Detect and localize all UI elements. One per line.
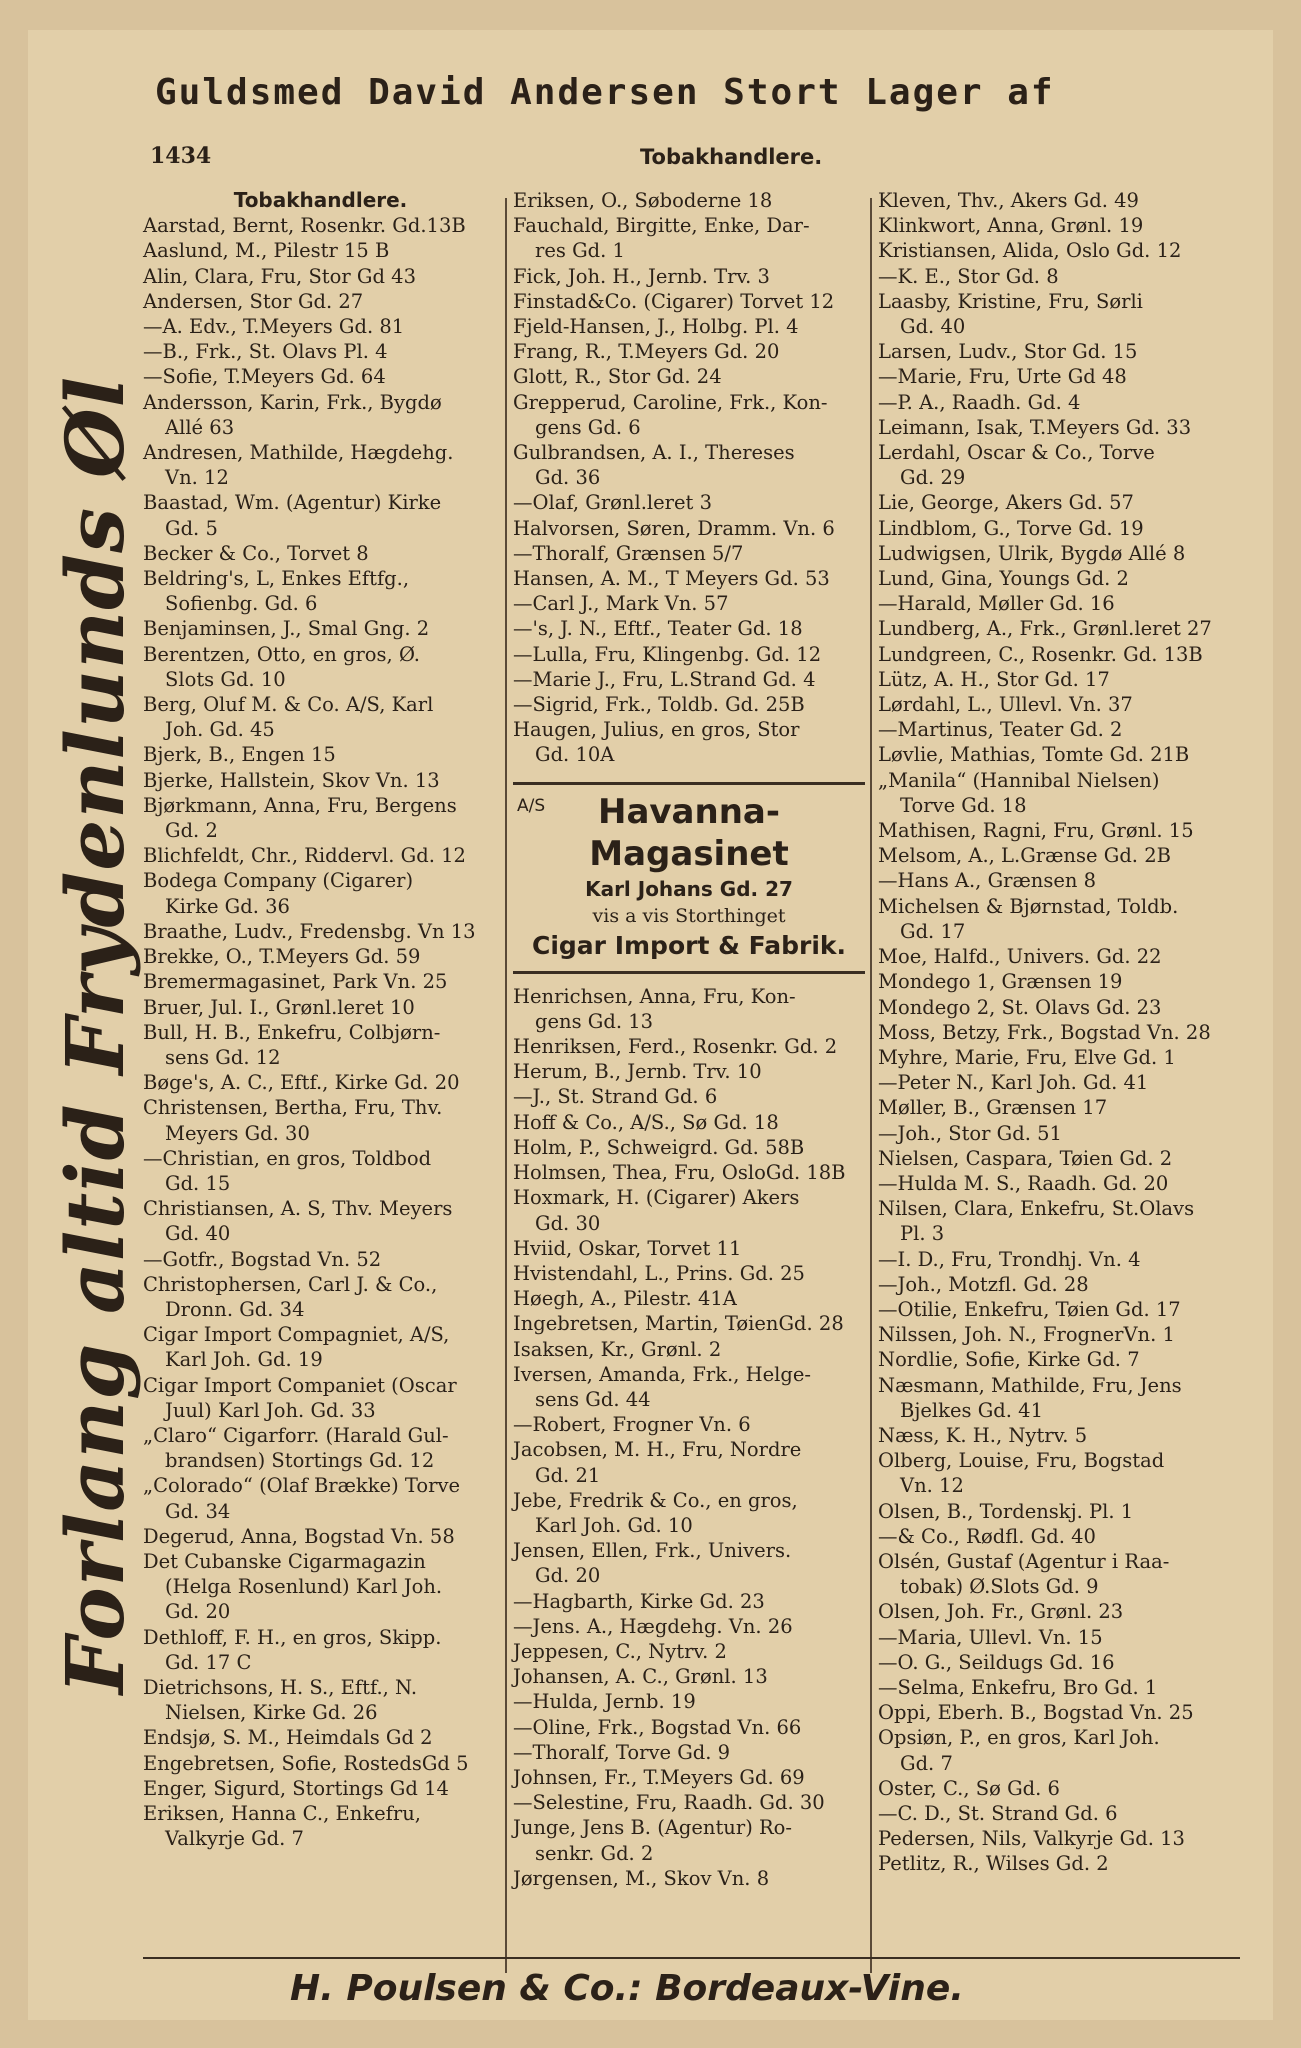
directory-entry-line: Ingebretsen, Martin, TøienGd. 28 <box>513 1312 844 1336</box>
directory-entry-line: Isaksen, Kr., Grønl. 2 <box>513 1337 722 1361</box>
directory-entry-line: Valkyrje Gd. 7 <box>165 1827 304 1851</box>
directory-entry-line: —Hagbarth, Kirke Gd. 23 <box>513 1589 765 1613</box>
directory-entry-line: Beldring's, L, Enkes Eftfg., <box>143 567 410 591</box>
directory-entry-line: Glott, R., Stor Gd. 24 <box>513 365 722 389</box>
directory-entry-line: Pedersen, Nils, Valkyrje Gd. 13 <box>878 1827 1185 1851</box>
directory-entry-line: Gd. 2 <box>165 819 218 843</box>
column-2-bottom-entries <box>513 984 865 1891</box>
directory-entry-line: Mathisen, Ragni, Fru, Grønl. 15 <box>878 819 1194 843</box>
directory-entry-line: „Claro“ Cigarforr. (Harald Gul- <box>143 1423 449 1447</box>
directory-entry-line: Lerdahl, Oscar & Co., Torve <box>878 441 1155 465</box>
directory-entry-line: —Joh., Stor Gd. 51 <box>878 1121 1062 1145</box>
column-3-entries <box>878 188 1240 1877</box>
directory-entry-line: Degerud, Anna, Bogstad Vn. 58 <box>143 1524 455 1548</box>
directory-entry-line: Gd. 20 <box>165 1600 231 1624</box>
directory-entry-line: Gd. 15 <box>165 1171 231 1195</box>
directory-entry-line: Henrichsen, Anna, Fru, Kon- <box>513 984 796 1008</box>
directory-entry-line: —Peter N., Karl Joh. Gd. 41 <box>878 1071 1149 1095</box>
directory-entry-line: Sofienbg. Gd. 6 <box>165 592 318 616</box>
column-2-top-entries <box>513 188 865 768</box>
directory-entry-line: Hviid, Oskar, Torvet 11 <box>513 1236 742 1260</box>
directory-entry-line: Hansen, A. M., T Meyers Gd. 53 <box>513 567 830 591</box>
directory-entry-line: Gd. 21 <box>535 1463 601 1487</box>
footer-rule <box>143 1957 1240 1959</box>
directory-entry-line: —C. D., St. Strand Gd. 6 <box>878 1802 1118 1825</box>
column-divider <box>870 198 872 1973</box>
directory-entry-line: —& Co., Rødfl. Gd. 40 <box>878 1524 1096 1548</box>
directory-entry-line: Bjørkmann, Anna, Fru, Bergens <box>143 793 457 817</box>
directory-entry-line: res Gd. 1 <box>535 239 625 263</box>
directory-entry-line: sens Gd. 44 <box>535 1387 651 1411</box>
directory-entry-line: Hvistendahl, L., Prins. Gd. 25 <box>513 1261 805 1285</box>
header-advertisement: Guldsmed David Andersen Stort Lager af <box>155 72 1055 113</box>
directory-entry-line: —P. A., Raadh. Gd. 4 <box>878 390 1081 414</box>
directory-entry-line: (Helga Rosenlund) Karl Joh. <box>165 1575 443 1599</box>
directory-entry-line: Lundgreen, C., Rosenkr. Gd. 13B <box>878 642 1203 666</box>
directory-entry-line: Lütz, A. H., Stor Gd. 17 <box>878 667 1110 691</box>
directory-entry-line: tobak) Ø.Slots Gd. 9 <box>900 1575 1099 1599</box>
directory-entry-line: Nilssen, Joh. N., FrognerVn. 1 <box>878 1323 1175 1347</box>
directory-entry-line: „Colorado“ (Olaf Brække) Torve <box>143 1474 461 1498</box>
directory-entry-line: gens Gd. 6 <box>535 415 641 439</box>
side-advertisement-text: Forlang altid Frydenlunds Øl <box>48 375 142 1695</box>
directory-entry-line: Becker & Co., Torvet 8 <box>143 541 369 565</box>
directory-entry-line: —I. D., Fru, Trondhj. Vn. 4 <box>878 1247 1141 1271</box>
directory-entry-line: Christophersen, Carl J. & Co., <box>143 1272 438 1296</box>
directory-entry-line: Torve Gd. 18 <box>900 793 1027 817</box>
directory-entry-line: Juul) Karl Joh. Gd. 33 <box>165 1398 376 1422</box>
listing-column-3 <box>878 188 1240 1877</box>
directory-entry-line: Opsiøn, P., en gros, Karl Joh. <box>878 1726 1160 1750</box>
directory-entry-line: —Hans A., Grænsen 8 <box>878 869 1097 893</box>
directory-entry-line: —O. G., Seildugs Gd. 16 <box>878 1650 1115 1674</box>
directory-entry-line: —Carl J., Mark Vn. 57 <box>513 592 729 616</box>
directory-entry-line: Johnsen, Fr., T.Meyers Gd. 69 <box>513 1765 805 1789</box>
directory-entry-line: Holmsen, Thea, Fru, OsloGd. 18B <box>513 1161 846 1185</box>
directory-entry-line: Det Cubanske Cigarmagazin <box>143 1549 426 1573</box>
directory-entry-line: Christiansen, A. S, Thv. Meyers <box>143 1197 453 1221</box>
directory-entry-line: Nielsen, Caspara, Tøien Gd. 2 <box>878 1146 1173 1170</box>
directory-entry-line: Gd. 17 C <box>165 1650 252 1674</box>
directory-entry-line: Aarstad, Bernt, Rosenkr. Gd.13B <box>143 214 466 238</box>
directory-entry-line: Nilsen, Clara, Enkefru, St.Olavs <box>878 1197 1195 1221</box>
directory-entry-line: Næsmann, Mathilde, Fru, Jens <box>878 1373 1182 1397</box>
footer-advertisement: H. Poulsen & Co.: Bordeaux-Vine. <box>290 1968 964 2009</box>
directory-entry-line: Benjaminsen, J., Smal Gng. 2 <box>143 617 430 641</box>
directory-entry-line: Kleven, Thv., Akers Gd. 49 <box>878 189 1139 212</box>
directory-entry-line: —Harald, Møller Gd. 16 <box>878 592 1115 616</box>
directory-entry-line: Gd. 40 <box>900 315 966 339</box>
listing-column-1 <box>143 188 498 1851</box>
directory-entry-line: Bodega Company (Cigarer) <box>143 869 414 893</box>
directory-entry-line: —Selma, Enkefru, Bro Gd. 1 <box>878 1675 1158 1699</box>
directory-entry-line: Moe, Halfd., Univers. Gd. 22 <box>878 945 1162 969</box>
directory-entry-line: Gd. 36 <box>535 466 601 490</box>
directory-entry-line: Klinkwort, Anna, Grønl. 19 <box>878 214 1144 238</box>
directory-entry-line: Andersen, Stor Gd. 27 <box>143 289 364 313</box>
directory-entry-line: Nielsen, Kirke Gd. 26 <box>165 1701 378 1725</box>
directory-entry-line: —Thoralf, Grænsen 5/7 <box>513 541 744 565</box>
directory-entry-line: Jensen, Ellen, Frk., Univers. <box>513 1539 792 1563</box>
havanna-advertisement <box>513 782 865 974</box>
directory-entry-line: Lindblom, G., Torve Gd. 19 <box>878 516 1144 540</box>
advertisement-address: Karl Johans Gd. 27 <box>585 876 793 901</box>
directory-entry-line: Bremermagasinet, Park Vn. 25 <box>143 970 448 994</box>
directory-entry-line: Grepperud, Caroline, Frk., Kon- <box>513 390 828 414</box>
directory-entry-line: Gd. 10A <box>535 743 615 767</box>
directory-entry-line: Kristiansen, Alida, Oslo Gd. 12 <box>878 239 1182 263</box>
directory-entry-line: —Hulda M. S., Raadh. Gd. 20 <box>878 1171 1169 1195</box>
directory-entry-line: Moss, Betzy, Frk., Bogstad Vn. 28 <box>878 1020 1211 1044</box>
directory-entry-line: senkr. Gd. 2 <box>535 1841 654 1865</box>
directory-entry-line: Fick, Joh. H., Jernb. Trv. 3 <box>513 264 770 288</box>
directory-entry-line: —Marie J., Fru, L.Strand Gd. 4 <box>513 667 816 691</box>
directory-entry-line: Gd. 34 <box>165 1499 231 1523</box>
directory-entry-line: —Jens. A., Hægdehg. Vn. 26 <box>513 1614 793 1638</box>
directory-entry-line: Petlitz, R., Wilses Gd. 2 <box>878 1852 1109 1876</box>
page-number: 1434 <box>150 143 212 169</box>
directory-entry-line: Mondego 1, Grænsen 19 <box>878 970 1123 994</box>
directory-entry-line: Halvorsen, Søren, Dramm. Vn. 6 <box>513 516 835 540</box>
directory-entry-line: Vn. 12 <box>165 466 229 490</box>
directory-entry-line: Gd. 5 <box>165 516 218 540</box>
directory-entry-line: Kirke Gd. 36 <box>165 894 290 918</box>
directory-entry-line: —J., St. Strand Gd. 6 <box>513 1085 718 1109</box>
directory-entry-line: gens Gd. 13 <box>535 1009 654 1033</box>
directory-entry-line: Karl Joh. Gd. 19 <box>165 1348 323 1372</box>
column-1-entries <box>143 213 498 1851</box>
directory-entry-line: Iversen, Amanda, Frk., Helge- <box>513 1362 812 1386</box>
directory-entry-line: Gd. 40 <box>165 1222 231 1246</box>
directory-entry-line: Johansen, A. C., Grønl. 13 <box>513 1665 768 1689</box>
directory-entry-line: Slots Gd. 10 <box>165 667 286 691</box>
directory-entry-line: Frang, R., T.Meyers Gd. 20 <box>513 340 780 364</box>
directory-entry-line: Dronn. Gd. 34 <box>165 1297 305 1321</box>
directory-entry-line: Jørgensen, M., Skov Vn. 8 <box>513 1866 770 1890</box>
directory-entry-line: Michelsen & Bjørnstad, Toldb. <box>878 894 1179 918</box>
directory-entry-line: Joh. Gd. 45 <box>165 718 275 742</box>
directory-entry-line: Berentzen, Otto, en gros, Ø. <box>143 642 420 666</box>
directory-entry-line: Braathe, Ludv., Fredensbg. Vn 13 <box>143 919 476 943</box>
directory-entry-line: Christensen, Bertha, Fru, Thv. <box>143 1096 443 1120</box>
directory-entry-line: Melsom, A., L.Grænse Gd. 2B <box>878 844 1171 868</box>
directory-entry-line: —Otilie, Enkefru, Tøien Gd. 17 <box>878 1297 1181 1321</box>
directory-entry-line: Pl. 3 <box>900 1222 945 1246</box>
advertisement-tagline: Cigar Import & Fabrik. <box>531 930 847 960</box>
directory-entry-line: Olsén, Gustaf (Agentur i Raa- <box>878 1549 1170 1573</box>
directory-entry-line: Fauchald, Birgitte, Enke, Dar- <box>513 214 810 238</box>
directory-entry-line: Gd. 17 <box>900 919 966 943</box>
directory-entry-line: Alin, Clara, Fru, Stor Gd 43 <box>143 264 416 288</box>
directory-entry-line: Holm, P., Schweigrd. Gd. 58B <box>513 1135 805 1159</box>
directory-entry-line: —Lulla, Fru, Klingenbg. Gd. 12 <box>513 642 822 666</box>
company-mark: A/S <box>517 795 546 816</box>
directory-entry-line: Dethloff, F. H., en gros, Skipp. <box>143 1625 442 1649</box>
directory-entry-line: Myhre, Marie, Fru, Elve Gd. 1 <box>878 1045 1176 1069</box>
directory-entry-line: Karl Joh. Gd. 10 <box>535 1513 693 1537</box>
directory-entry-line: —K. E., Stor Gd. 8 <box>878 264 1059 288</box>
advertisement-title: Havanna-Magasinet <box>589 791 789 874</box>
directory-entry-line: Nordlie, Sofie, Kirke Gd. 7 <box>878 1348 1140 1372</box>
directory-entry-line: sens Gd. 12 <box>165 1045 281 1069</box>
directory-entry-line: Ludwigsen, Ulrik, Bygdø Allé 8 <box>878 541 1186 565</box>
directory-entry-line: —B., Frk., St. Olavs Pl. 4 <box>143 340 388 364</box>
directory-entry-line: Høegh, A., Pilestr. 41A <box>513 1287 737 1311</box>
directory-entry-line: Bjerke, Hallstein, Skov Vn. 13 <box>143 768 440 792</box>
directory-entry-line: —Hulda, Jernb. 19 <box>513 1690 696 1714</box>
directory-entry-line: Haugen, Julius, en gros, Stor <box>513 718 800 742</box>
directory-entry-line: Lundberg, A., Frk., Grønl.leret 27 <box>878 617 1212 641</box>
directory-entry-line: Jeppesen, C., Nytrv. 2 <box>513 1639 727 1663</box>
directory-entry-line: Lie, George, Akers Gd. 57 <box>878 491 1134 515</box>
directory-entry-line: Herum, B., Jernb. Trv. 10 <box>513 1060 762 1084</box>
directory-entry-line: Leimann, Isak, T.Meyers Gd. 33 <box>878 415 1192 439</box>
directory-entry-line: —Sofie, T.Meyers Gd. 64 <box>143 365 386 389</box>
directory-entry-line: Gd. 30 <box>535 1211 601 1235</box>
directory-entry-line: Vn. 12 <box>900 1474 964 1498</box>
directory-entry-line: „Manila“ (Hannibal Nielsen) <box>878 768 1160 792</box>
directory-entry-line: Blichfeldt, Chr., Riddervl. Gd. 12 <box>143 844 466 868</box>
directory-entry-line: Møller, B., Grænsen 17 <box>878 1096 1108 1120</box>
directory-entry-line: Henriksen, Ferd., Rosenkr. Gd. 2 <box>513 1035 838 1059</box>
directory-entry-line: —Marie, Fru, Urte Gd 48 <box>878 365 1127 389</box>
directory-entry-line: Enger, Sigurd, Stortings Gd 14 <box>143 1776 449 1800</box>
directory-entry-line: Lørdahl, L., Ullevl. Vn. 37 <box>878 693 1133 717</box>
directory-entry-line: Olsen, B., Tordenskj. Pl. 1 <box>878 1499 1134 1523</box>
directory-entry-line: Oster, C., Sø Gd. 6 <box>878 1776 1060 1800</box>
column-divider <box>505 198 507 1973</box>
directory-entry-line: Gulbrandsen, A. I., Thereses <box>513 441 795 465</box>
directory-entry-line: Gd. 29 <box>900 466 966 490</box>
directory-entry-line: Dietrichsons, H. S., Eftf., N. <box>143 1675 418 1699</box>
directory-entry-line: —Joh., Motzfl. Gd. 28 <box>878 1272 1089 1296</box>
directory-entry-line: —Thoralf, Torve Gd. 9 <box>513 1740 731 1764</box>
directory-entry-line: Berg, Oluf M. & Co. A/S, Karl <box>143 693 434 717</box>
directory-entry-line: —Oline, Frk., Bogstad Vn. 66 <box>513 1715 802 1739</box>
directory-entry-line: Næss, K. H., Nytrv. 5 <box>878 1423 1088 1447</box>
directory-entry-line: Jacobsen, M. H., Fru, Nordre <box>513 1438 802 1462</box>
directory-entry-line: Olsen, Joh. Fr., Grønl. 23 <box>878 1600 1124 1624</box>
directory-entry-line: —Robert, Frogner Vn. 6 <box>513 1413 751 1437</box>
page-title: Tobakhandlere. <box>640 145 823 169</box>
directory-entry-line: Aaslund, M., Pilestr 15 B <box>143 239 390 263</box>
directory-entry-line: Bull, H. B., Enkefru, Colbjørn- <box>143 1020 441 1044</box>
directory-entry-line: Bøge's, A. C., Eftf., Kirke Gd. 20 <box>143 1071 460 1095</box>
directory-entry-line: Larsen, Ludv., Stor Gd. 15 <box>878 340 1138 364</box>
directory-entry-line: Olberg, Louise, Fru, Bogstad <box>878 1449 1165 1473</box>
directory-entry-line: Lund, Gina, Youngs Gd. 2 <box>878 567 1129 591</box>
directory-entry-line: Jebe, Fredrik & Co., en gros, <box>513 1488 798 1512</box>
directory-entry-line: Andresen, Mathilde, Hægdehg. <box>143 441 454 465</box>
directory-entry-line: Cigar Import Companiet (Oscar <box>143 1373 457 1397</box>
directory-entry-line: Hoff & Co., A/S., Sø Gd. 18 <box>513 1110 779 1134</box>
directory-entry-line: —Maria, Ullevl. Vn. 15 <box>878 1625 1103 1649</box>
directory-entry-line: Allé 63 <box>165 415 235 439</box>
directory-entry-line: —Christian, en gros, Toldbod <box>143 1146 432 1170</box>
directory-entry-line: —Selestine, Fru, Raadh. Gd. 30 <box>513 1791 825 1815</box>
column-heading: Tobakhandlere. <box>233 188 408 212</box>
directory-entry-line: Laasby, Kristine, Fru, Sørli <box>878 289 1143 313</box>
directory-entry-line: Engebretsen, Sofie, RostedsGd 5 <box>143 1751 469 1775</box>
directory-entry-line: Cigar Import Compagniet, A/S, <box>143 1323 450 1347</box>
directory-entry-line: brandsen) Stortings Gd. 12 <box>165 1449 435 1473</box>
directory-entry-line: —'s, J. N., Eftf., Teater Gd. 18 <box>513 617 803 641</box>
listing-column-2 <box>513 188 865 1891</box>
directory-entry-line: Oppi, Eberh. B., Bogstad Vn. 25 <box>878 1701 1194 1725</box>
directory-entry-line: Gd. 20 <box>535 1564 601 1588</box>
directory-entry-line: Meyers Gd. 30 <box>165 1121 310 1145</box>
directory-entry-line: Endsjø, S. M., Heimdals Gd 2 <box>143 1726 433 1750</box>
directory-entry-line: Finstad&Co. (Cigarer) Torvet 12 <box>513 289 835 313</box>
directory-entry-line: Fjeld-Hansen, J., Holbg. Pl. 4 <box>513 315 799 339</box>
directory-entry-line: —Sigrid, Frk., Toldb. Gd. 25B <box>513 693 805 717</box>
directory-entry-line: Bruer, Jul. I., Grønl.leret 10 <box>143 995 415 1019</box>
directory-entry-line: Brekke, O., T.Meyers Gd. 59 <box>143 945 421 969</box>
directory-entry-line: —A. Edv., T.Meyers Gd. 81 <box>143 315 405 339</box>
directory-entry-line: —Martinus, Teater Gd. 2 <box>878 718 1123 742</box>
directory-entry-line: Mondego 2, St. Olavs Gd. 23 <box>878 995 1162 1019</box>
directory-entry-line: Andersson, Karin, Frk., Bygdø <box>143 390 442 414</box>
directory-entry-line: Løvlie, Mathias, Tomte Gd. 21B <box>878 743 1190 767</box>
directory-entry-line: Junge, Jens B. (Agentur) Ro- <box>513 1816 793 1840</box>
directory-entry-line: Bjerk, B., Engen 15 <box>143 743 336 767</box>
directory-entry-line: Bjelkes Gd. 41 <box>900 1398 1043 1422</box>
directory-entry-line: Gd. 7 <box>900 1751 953 1775</box>
directory-entry-line: —Olaf, Grønl.leret 3 <box>513 491 712 515</box>
directory-entry-line: Eriksen, O., Søboderne 18 <box>513 189 773 212</box>
directory-entry-line: Baastad, Wm. (Agentur) Kirke <box>143 491 442 515</box>
advertisement-location: vis a vis Storthinget <box>592 904 786 927</box>
directory-entry-line: Hoxmark, H. (Cigarer) Akers <box>513 1186 800 1210</box>
directory-entry-line: —Gotfr., Bogstad Vn. 52 <box>143 1247 382 1271</box>
directory-entry-line: Eriksen, Hanna C., Enkefru, <box>143 1802 421 1825</box>
